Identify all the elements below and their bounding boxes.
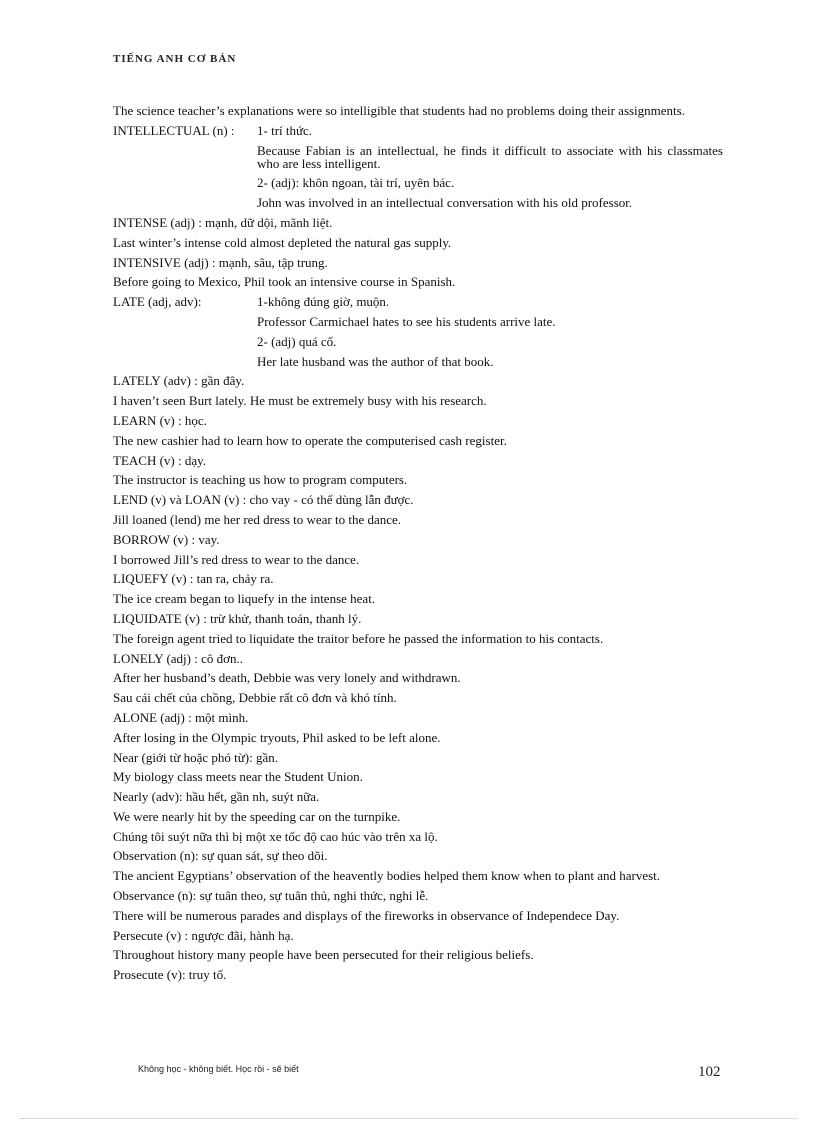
text-line: Near (giới từ hoặc phó từ): gần. xyxy=(113,749,279,765)
text-line: After her husband’s death, Debbie was very lonely and withdrawn. xyxy=(113,670,461,686)
text-line: After losing in the Olympic tryouts, Phil asked to be left alone. xyxy=(113,729,441,745)
text-line: LEARN (v) : học. xyxy=(113,412,207,428)
text-line: I borrowed Jill’s red dress to wear to the dance. xyxy=(113,551,360,567)
indented-line: Because Fabian is an intellectual, he finds it difficult to associate with his classmates who are less intelligent. xyxy=(257,142,723,171)
text-line: INTENSIVE (adj) : mạnh, sâu, tập trung. xyxy=(113,254,328,270)
text-line: Persecute (v) : ngược đãi, hành hạ. xyxy=(113,927,294,943)
text-line: There will be numerous parades and displays of the fireworks in observance of Independece Day. xyxy=(113,907,620,923)
text-line: LIQUEFY (v) : tan ra, chảy ra. xyxy=(113,571,274,587)
text-line: TEACH (v) : dạy. xyxy=(113,452,207,468)
entry-definition: 1- trí thức. xyxy=(257,122,313,138)
indented-line: Her late husband was the author of that book. xyxy=(257,353,494,369)
text-line: LONELY (adj) : cô đơn.. xyxy=(113,650,243,666)
entry-headword: LATE (adj, adv): xyxy=(113,294,202,310)
text-line: I haven’t seen Burt lately. He must be extremely busy with his research. xyxy=(113,393,487,409)
text-line: BORROW (v) : vay. xyxy=(113,531,220,547)
text-line: The ancient Egyptians’ observation of the heavently bodies helped them know when to plant and harvest. xyxy=(113,868,661,884)
text-line: The instructor is teaching us how to program computers. xyxy=(113,472,408,488)
text-line: We were nearly hit by the speeding car on the turnpike. xyxy=(113,808,401,824)
text-line: The ice cream began to liquefy in the intense heat. xyxy=(113,591,376,607)
entry-headword: INTELLECTUAL (n) : xyxy=(113,122,235,138)
page-body xyxy=(113,104,723,988)
indented-line: John was involved in an intellectual conversation with his old professor. xyxy=(257,195,633,211)
entry-definition: 1-không đúng giờ, muộn. xyxy=(257,294,390,310)
text-line: LATELY (adv) : gần đây. xyxy=(113,373,245,389)
page-edge-divider xyxy=(20,1118,796,1119)
text-line: My biology class meets near the Student Union. xyxy=(113,769,363,785)
vocab-entry xyxy=(113,124,723,137)
vocab-entry xyxy=(113,295,723,308)
footer-motto: Không học - không biết. Học rồi - sẽ biết xyxy=(138,1064,299,1074)
text-line: Jill loaned (lend) me her red dress to wear to the dance. xyxy=(113,511,402,527)
text-line: INTENSE (adj) : mạnh, dữ dội, mãnh liệt. xyxy=(113,214,333,230)
text-line: LEND (v) và LOAN (v) : cho vay - có thể dùng lẫn được. xyxy=(113,492,414,508)
indented-line: 2- (adj): khôn ngoan, tài trí, uyên bác. xyxy=(257,175,455,191)
text-line: Nearly (adv): hầu hết, gần nh, suýt nữa. xyxy=(113,789,320,805)
running-header: TIẾNG ANH CƠ BẢN xyxy=(113,53,237,65)
text-line: The new cashier had to learn how to operate the computerised cash register. xyxy=(113,432,507,448)
page-number: 102 xyxy=(698,1064,721,1080)
text-line: Sau cái chết của chồng, Debbie rất cô đơn và khó tính. xyxy=(113,690,397,706)
text-line: Last winter’s intense cold almost depleted the natural gas supply. xyxy=(113,234,452,250)
indented-line: 2- (adj) quá cố. xyxy=(257,333,337,349)
text-line: Throughout history many people have been persecuted for their religious beliefs. xyxy=(113,947,534,963)
text-line: LIQUIDATE (v) : trừ khử, thanh toán, thanh lý. xyxy=(113,610,362,626)
text-line: Observance (n): sự tuân theo, sự tuân thủ, nghi thức, nghi lễ. xyxy=(113,888,429,904)
indented-line: Professor Carmichael hates to see his students arrive late. xyxy=(257,313,556,329)
text-line: Prosecute (v): truy tố. xyxy=(113,967,227,983)
text-line: ALONE (adj) : một mình. xyxy=(113,709,249,725)
text-line: The foreign agent tried to liquidate the traitor before he passed the information to his contacts. xyxy=(113,630,604,646)
text-line: Chúng tôi suýt nữa thì bị một xe tốc độ cao húc vào trên xa lộ. xyxy=(113,828,438,844)
text-line: Before going to Mexico, Phil took an intensive course in Spanish. xyxy=(113,274,456,290)
text-line: Observation (n): sự quan sát, sự theo dõi. xyxy=(113,848,328,864)
text-line: The science teacher’s explanations were so intelligible that students had no problems doing their assignments. xyxy=(113,103,685,118)
